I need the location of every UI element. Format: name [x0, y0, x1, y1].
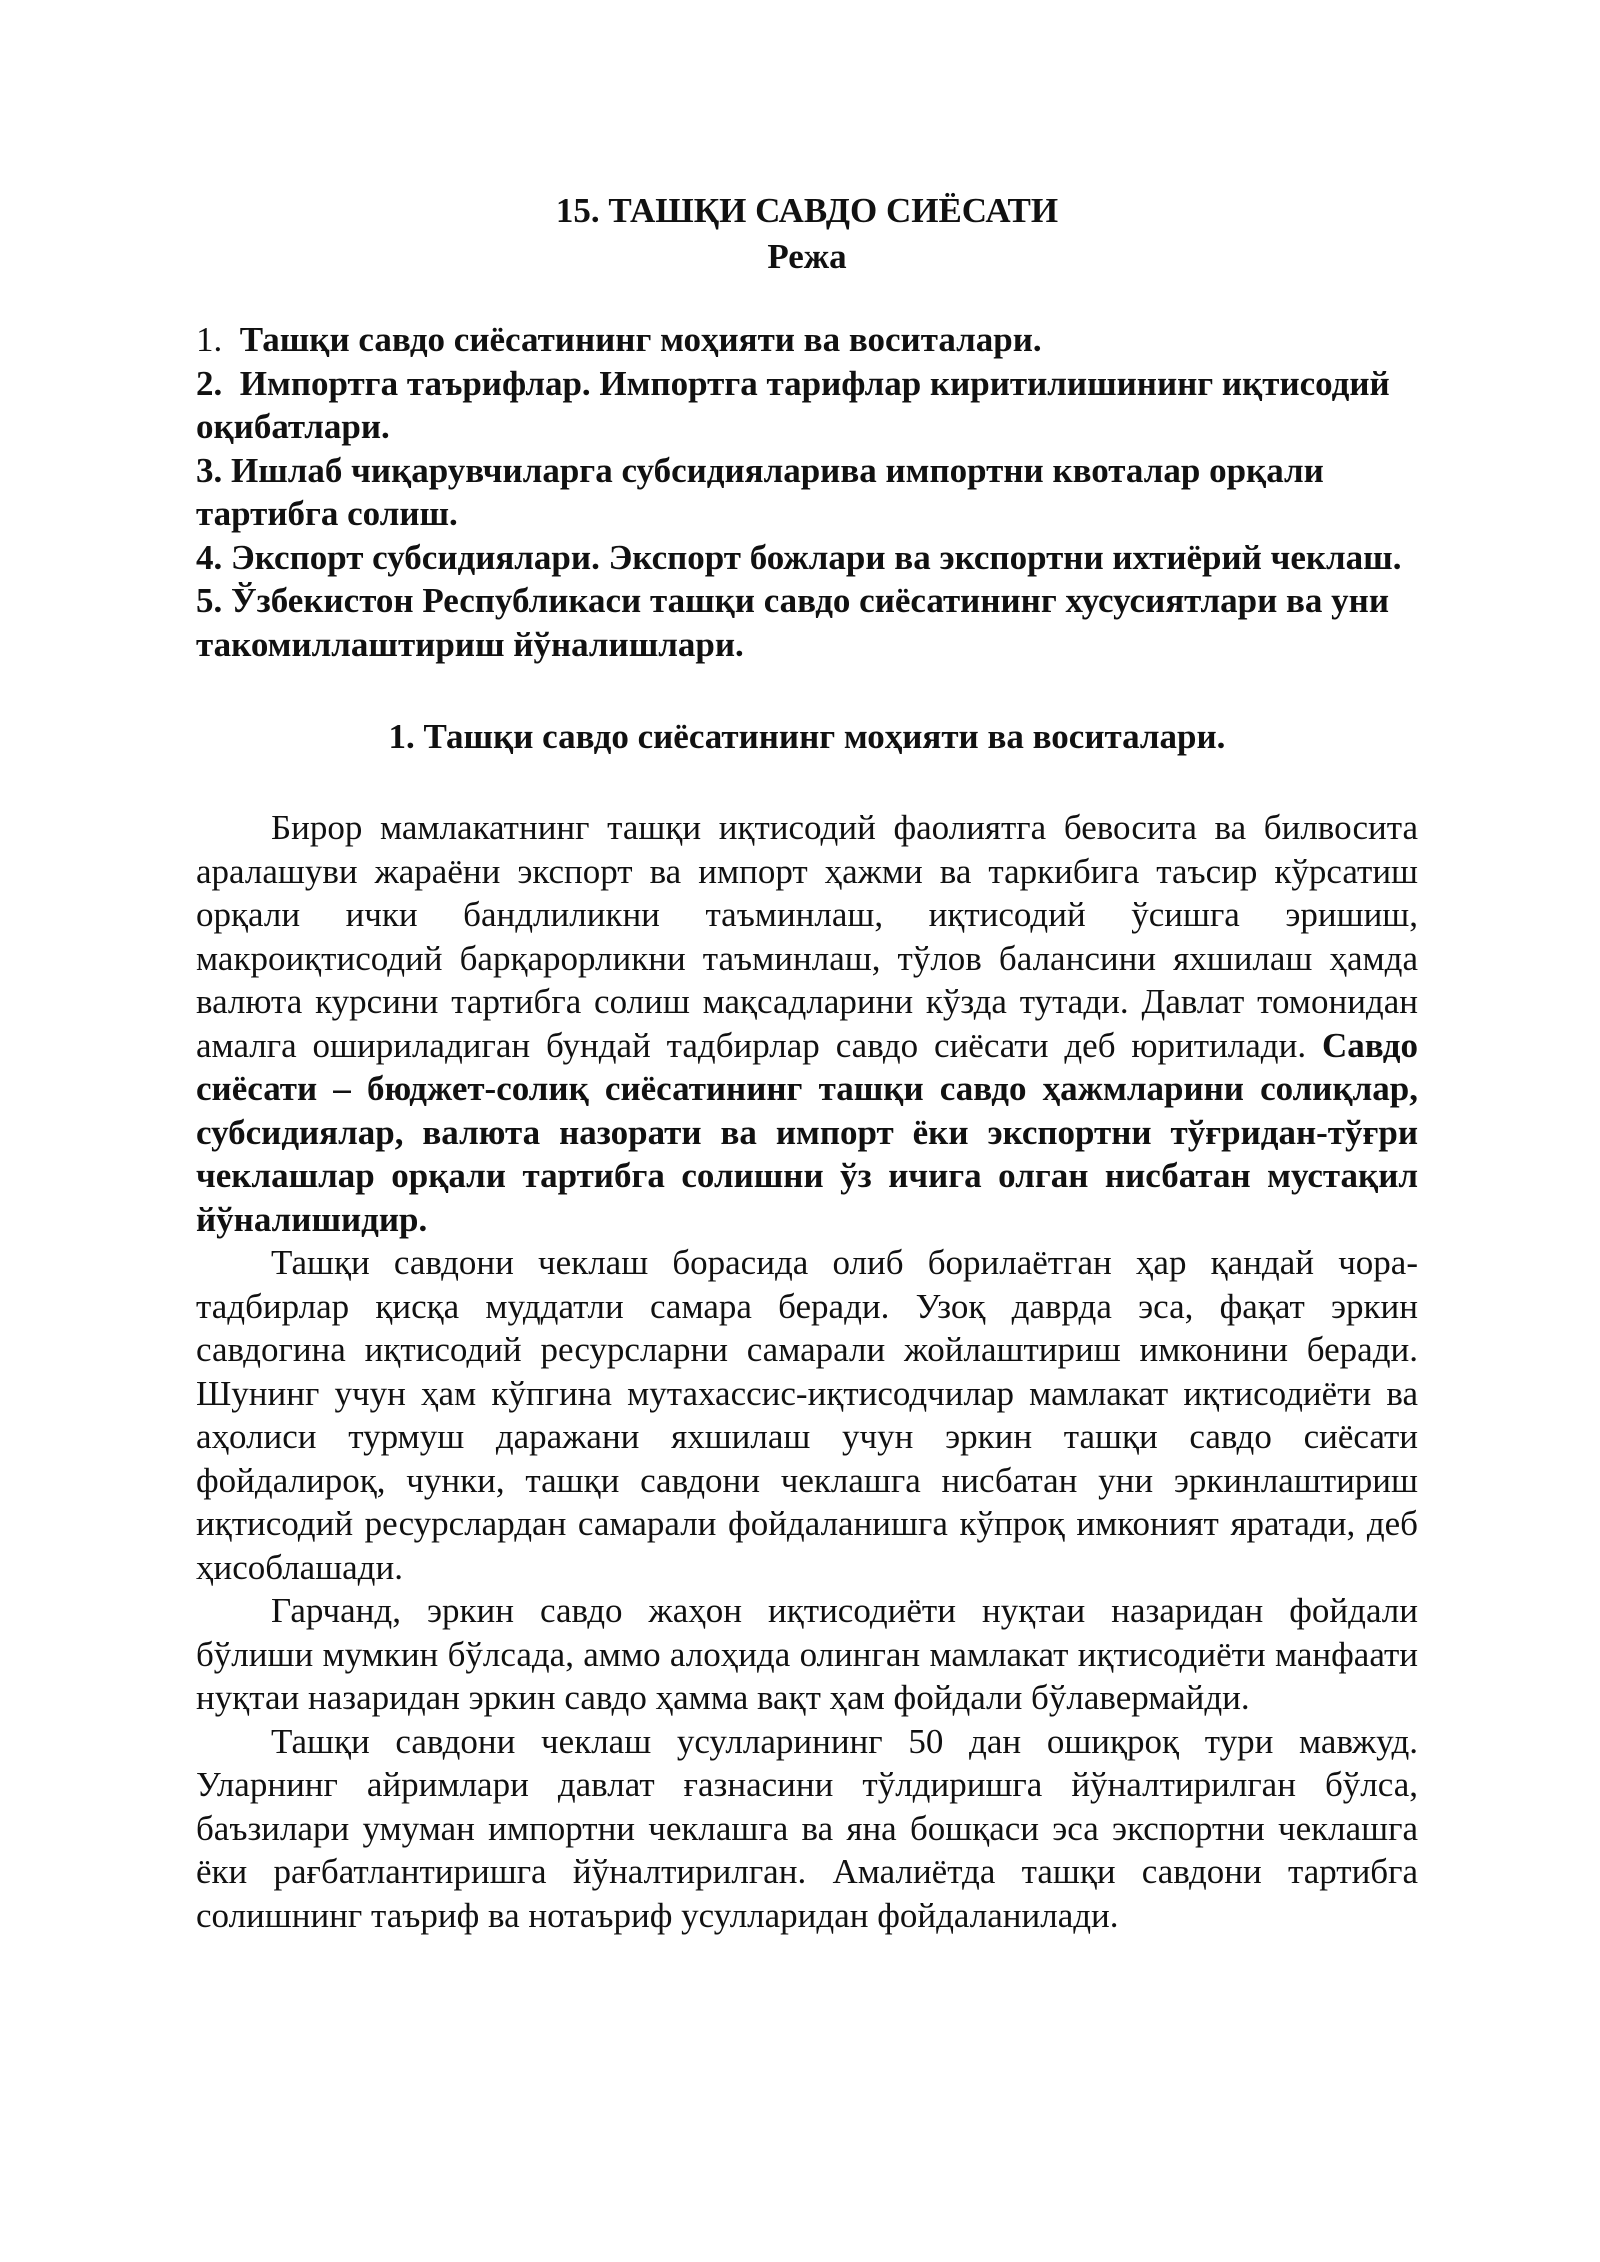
- plan-item: [196, 449, 1418, 536]
- plan-item-text: Ташқи савдо сиёсатининг моҳияти ва воситалари.: [239, 320, 1042, 359]
- paragraph-4: Ташқи савдони чеклаш усулларининг 50 дан ошиқроқ тури мавжуд. Уларнинг айримлари давлат ғазнасини тўлдиришга йўналтирилган бўлса, баъзилари умуман импортни чеклашга ва яна бошқаси эса экспортни чеклашга ёки рағбатлантиришга йўналтирилган. Амалиётда ташқи савдони тартибга солишнинг таъриф ва нотаъриф усулларидан фойдаланилади.: [196, 1721, 1418, 1935]
- plan-item: [196, 536, 1418, 580]
- paragraph-1-bold-definition: Савдо сиёсати – бюджет-солиқ сиёсатининг ташқи савдо ҳажмларини солиқлар, субсидиялар, валюта назорати ва импорт ёки экспортни тўғридан-тўғри чеклашлар орқали тартибга солишни ўз ичига олган нисбатан мустақил йўналишидир.: [196, 1025, 1418, 1239]
- plan-item-number: 1.: [196, 320, 223, 359]
- paragraph-1: [196, 806, 1418, 1241]
- paragraph-1-text: Бирор мамлакатнинг ташқи иқтисодий фаолиятга бевосита ва билвосита аралашуви жараёни экспорт ва импорт ҳажми ва таркибига таъсир кўрсатиш орқали ички бандлиликни таъминлаш, иқтисодий ўсишга эришиш, макроиқтисодий барқарорликни таъминлаш, тўлов балансини яхшилаш ҳамда валюта курсини тартибга солиш мақсадларини кўзда тутади. Давлат томонидан амалга ошириладиган бундай тадбирлар савдо сиёсати деб юритилади.: [196, 808, 1418, 1065]
- plan-item-text: Экспорт субсидиялари. Экспорт божлари ва экспортни ихтиёрий чеклаш.: [231, 537, 1402, 577]
- plan-item: [196, 362, 1418, 449]
- plan-item-number: 2.: [196, 363, 223, 403]
- plan-item-text: Ўзбекистон Республикаси ташқи савдо сиёсатининг хусусиятлари ва уни такомиллаштириш йўналишлари.: [196, 581, 1390, 664]
- paragraph-3: Гарчанд, эркин савдо жаҳон иқтисодиёти нуқтаи назаридан фойдали бўлиши мумкин бўлсада, аммо алоҳида олинган мамлакат иқтисодиёти манфаати нуқтаи назаридан эркин савдо ҳамма вақт ҳам фойдали бўлавермайди.: [196, 1591, 1418, 1717]
- plan-item-number: 5.: [196, 581, 223, 620]
- plan-list: [196, 318, 1418, 666]
- plan-heading: Режа: [767, 237, 847, 276]
- plan-item-text: Ишлаб чиқарувчиларга субсидияларива импортни квоталар орқали тартибга солиш.: [196, 450, 1324, 533]
- plan-item: [196, 579, 1418, 666]
- plan-item-number: 4.: [196, 537, 223, 577]
- plan-item-number: 3.: [196, 450, 223, 490]
- plan-item-text: Импортга таърифлар. Импортга тарифлар киритилишининг иқтисодий оқибатлари.: [196, 363, 1390, 446]
- document-page: [196, 188, 1418, 1937]
- section-heading: 1. Ташқи савдо сиёсатининг моҳияти ва воситалари.: [388, 717, 1226, 756]
- plan-item: [196, 318, 1418, 362]
- document-title: 15. ТАШҚИ САВДО СИЁСАТИ: [555, 191, 1059, 230]
- paragraph-2: Ташқи савдони чеклаш борасида олиб борилаётган ҳар қандай чора-тадбирлар қисқа муддатли самара беради. Узоқ даврда эса, фақат эркин савдогина иқтисодий ресурсларни самарали жойлаштириш имконини беради. Шунинг учун ҳам кўпгина мутахассис-иқтисодчилар мамлакат иқтисодиёти ва аҳолиси турмуш даражани яхшилаш учун эркин ташқи савдо сиёсати фойдалироқ, чунки, ташқи савдони чеклашга нисбатан уни эркинлаштириш иқтисодий ресурслардан самарали фойдаланишга кўпроқ имконият яратади, деб ҳисоблашади.: [196, 1243, 1418, 1587]
